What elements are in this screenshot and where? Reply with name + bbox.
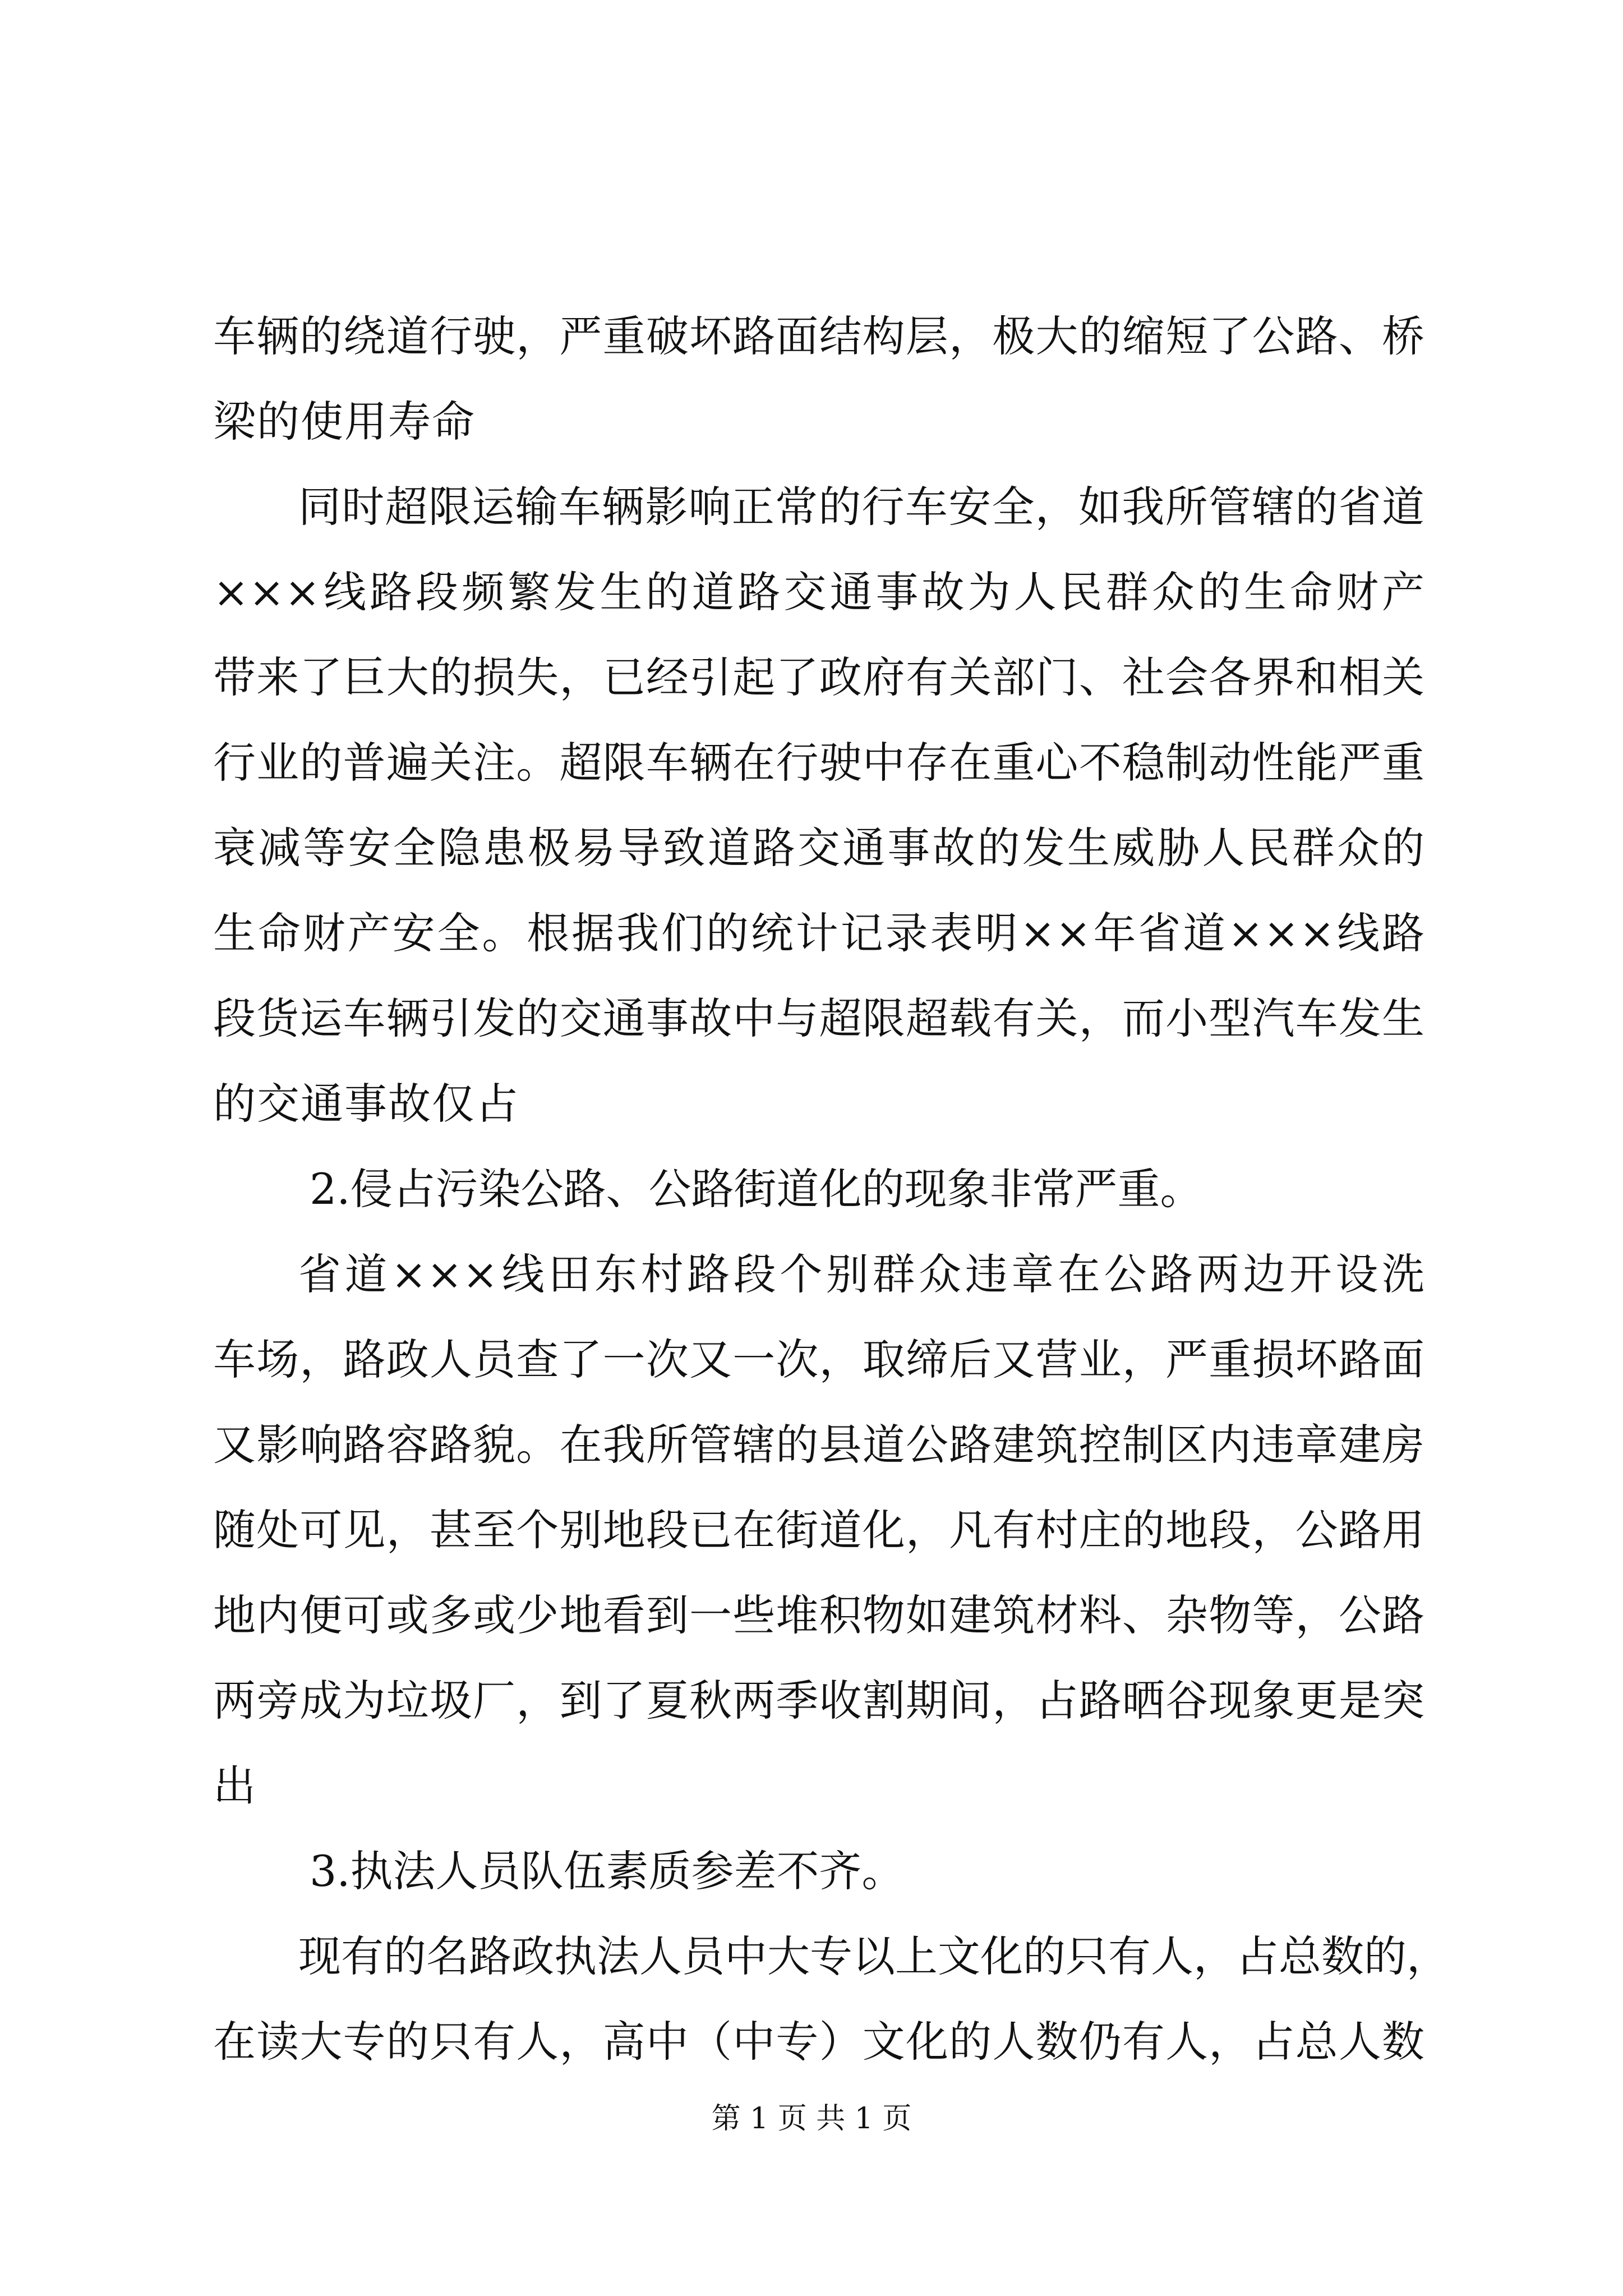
text-line: 车辆的绕道行驶，严重破坏路面结构层，极大的缩短了公路、桥: [213, 311, 1424, 361]
text-line: 两旁成为垃圾厂，到了夏秋两季收割期间，占路晒谷现象更是突: [213, 1676, 1424, 1726]
text-line: 地内便可或多或少地看到一些堆积物如建筑材料、杂物等，公路: [213, 1590, 1424, 1640]
text-line: 的交通事故仅占: [213, 1079, 519, 1129]
text-line: ×××线路段频繁发生的道路交通事故为人民群众的生命财产: [213, 567, 1424, 617]
page-footer: 第 1 页 共 1 页: [711, 2102, 912, 2136]
text-line: 生命财产安全。根据我们的统计记录表明××年省道×××线路: [213, 908, 1424, 958]
text-line: 省道×××线田东村路段个别群众违章在公路两边开设洗: [298, 1249, 1424, 1299]
text-line: 同时超限运输车辆影响正常的行车安全，如我所管辖的省道: [298, 482, 1424, 532]
text-line: 出: [213, 1761, 257, 1811]
text-line: 衰减等安全隐患极易导致道路交通事故的发生威胁人民群众的: [213, 823, 1424, 873]
text-line: 又影响路容路貌。在我所管辖的县道公路建筑控制区内违章建房: [213, 1420, 1424, 1470]
text-line: 车场，路政人员查了一次又一次，取缔后又营业，严重损坏路面: [213, 1335, 1424, 1384]
section-heading: 2.侵占污染公路、公路街道化的现象非常严重。: [310, 1164, 1203, 1214]
text-line: 梁的使用寿命: [213, 397, 476, 447]
text-line: 现有的名路政执法人员中大专以上文化的只有人，占总数的，: [298, 1931, 1449, 1981]
text-line: 段货运车辆引发的交通事故中与超限超载有关，而小型汽车发生: [213, 993, 1424, 1043]
text-line: 行业的普遍关注。超限车辆在行驶中存在重心不稳制动性能严重: [213, 738, 1424, 788]
text-line: 随处可见，甚至个别地段已在街道化，凡有村庄的地段，公路用: [213, 1505, 1424, 1555]
text-line: 带来了巨大的损失，已经引起了政府有关部门、社会各界和相关: [213, 652, 1424, 702]
section-heading: 3.执法人员队伍素质参差不齐。: [310, 1846, 905, 1896]
text-line: 在读大专的只有人，高中（中专）文化的人数仍有人，占总人数: [213, 2017, 1424, 2067]
document-body: [213, 294, 1449, 2085]
